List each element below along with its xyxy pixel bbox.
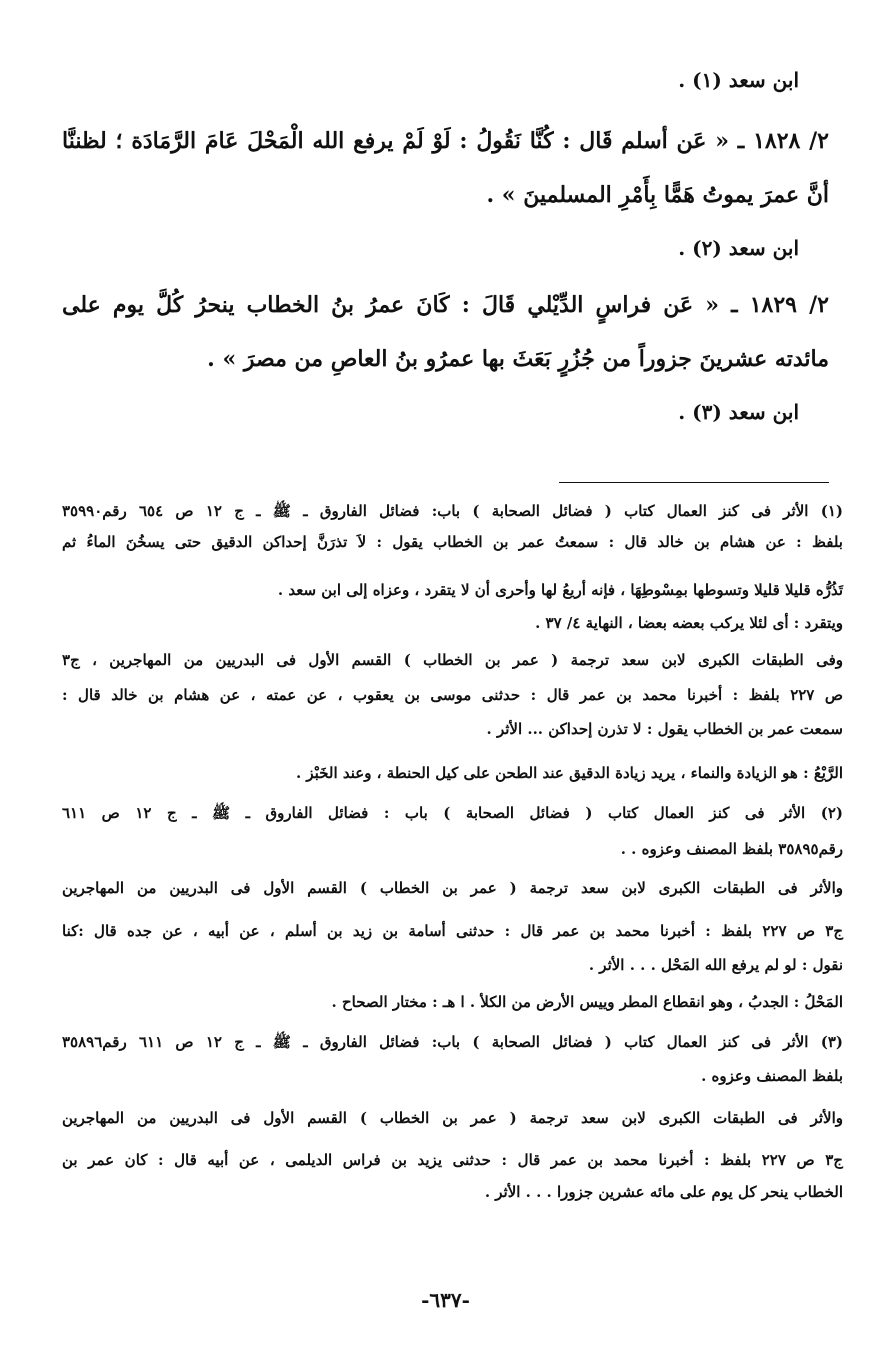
- hadith-1828-line-2: أنَّ عمرَ يموتُ هَمًّا بِأَمْرِ المسلمينَ » .: [486, 182, 829, 208]
- footnote-1-line-6: ص ٢٢٧ بلفظ : أخبرنا محمد بن عمر قال : حدثنى موسى بن يعقوب ، عن عمته ، عن هشام بن خالد قال :: [62, 686, 844, 704]
- footnote-1-line-5: وفى الطبقات الكبرى لابن سعد ترجمة ( عمر بن الخطاب ) القسم الأول فى البدريين من المهاجرين ، ج٣: [62, 651, 843, 669]
- source-citation-3: ابن سعد (٣) .: [678, 400, 799, 424]
- source-citation-2: ابن سعد (٢) .: [678, 236, 799, 260]
- footnote-1-line-2: بلفظ : عن هشام بن خالد قال : سمعتُ عمر بن الخطاب يقول : لاَ تذرَنَّ إحداكن الدقيق حتى يسخُنَ الماءُ ثم: [62, 533, 843, 551]
- footnote-2-line-4: ج٣ ص ٢٢٧ بلفظ : أخبرنا محمد بن عمر قال : حدثنى أسامة بن زيد بن أسلم ، عن أبيه ، عن جده قال :كنا: [62, 922, 843, 940]
- hadith-1829-line-2: مائدته عشرينَ جزوراً من جُزُرٍ بَعَثَ بها عمرُو بنُ العاصِ من مصرَ » .: [207, 346, 829, 372]
- footnote-1-line-8: الرَّيْعُ : هو الزيادة والنماء ، يريد زيادة الدقيق عند الطحن على كيل الحنطة ، وعند الخَبْز .: [295, 764, 843, 782]
- footnote-2-line-1: (٢) الأثر فى كنز العمال كتاب ( فضائل الصحابة ) باب : فضائل الفاروق ـ ﷺ ـ ج ١٢ ص ٦١١: [62, 804, 843, 822]
- footnote-3-line-4: ج٣ ص ٢٢٧ بلفظ : أخبرنا محمد بن عمر قال : حدثنى يزيد بن فراس الديلمى ، عن أبيه قال : كان عمر بن: [62, 1151, 843, 1169]
- footnote-3-line-3: والأثر فى الطبقات الكبرى لابن سعد ترجمة ( عمر بن الخطاب ) القسم الأول فى البدريين من المهاجرين: [62, 1109, 843, 1127]
- footnote-1-line-4: ويتقرد : أى لئلا يركب بعضه بعضا ، النهاية ٤/ ٣٧ .: [535, 614, 843, 632]
- footnote-3-line-1: (٣) الأثر فى كنز العمال كتاب ( فضائل الصحابة ) باب: فضائل الفاروق ـ ﷺ ـ ج ١٢ ص ٦١١ رقم٣٥٨٩٦: [62, 1033, 843, 1051]
- hadith-1829-line-1: ٢/ ١٨٢٩ ـ « عَن فراسٍ الدِّيْلي قَالَ : كَانَ عمرُ بنُ الخطاب ينحرُ كُلَّ يوم على: [62, 292, 829, 318]
- footnote-2-line-2: رقم٣٥٨٩٥ بلفظ المصنف وعزوه . .: [620, 840, 843, 858]
- page-number: -٦٣٧-: [421, 1288, 470, 1312]
- footnote-2-line-3: والأثر فى الطبقات الكبرى لابن سعد ترجمة ( عمر بن الخطاب ) القسم الأول فى البدريين من المهاجرين: [62, 879, 843, 897]
- footnote-1-line-7: سمعت عمر بن الخطاب يقول : لا تذرن إحداكن ... الأثر .: [486, 720, 843, 738]
- hadith-1828-line-1: ٢/ ١٨٢٨ ـ « عَن أسلم قَال : كُنَّا نَقُولُ : لَوْ لَمْ يرفع الله الْمَحْلَ عَامَ الرَّمَادَة ؛ لظننَّا: [62, 128, 829, 154]
- footnote-2-line-6: المَحْلُ : الجدبُ ، وهو انقطاع المطر وييس الأرض من الكلأ . ا هـ : مختار الصحاح .: [331, 993, 843, 1011]
- footnote-3-line-2: بلفظ المصنف وعزوه .: [701, 1067, 843, 1085]
- footnote-3-line-5: الخطاب ينحر كل يوم على مائه عشرين جزورا . . . الأثر .: [484, 1183, 843, 1201]
- footnote-1-line-1: (١) الأثر فى كنز العمال كتاب ( فضائل الصحابة ) باب: فضائل الفاروق ـ ﷺ ـ ج ١٢ ص ٦٥٤ رقم٣٥٩٩٠: [62, 502, 843, 520]
- source-citation-1: ابن سعد (١) .: [678, 68, 799, 92]
- footnote-separator: [559, 482, 829, 483]
- footnote-1-line-3: تَذُرُّه قليلا قليلا وتسوطها بمِسْوطِهَا ، فإنه أريعُ لها وأحرى أن لا يتقرد ، وعزاه إلى ابن سعد .: [277, 581, 843, 599]
- footnote-2-line-5: نقول : لو لم يرفع الله المَحْل . . . الأثر .: [588, 956, 843, 974]
